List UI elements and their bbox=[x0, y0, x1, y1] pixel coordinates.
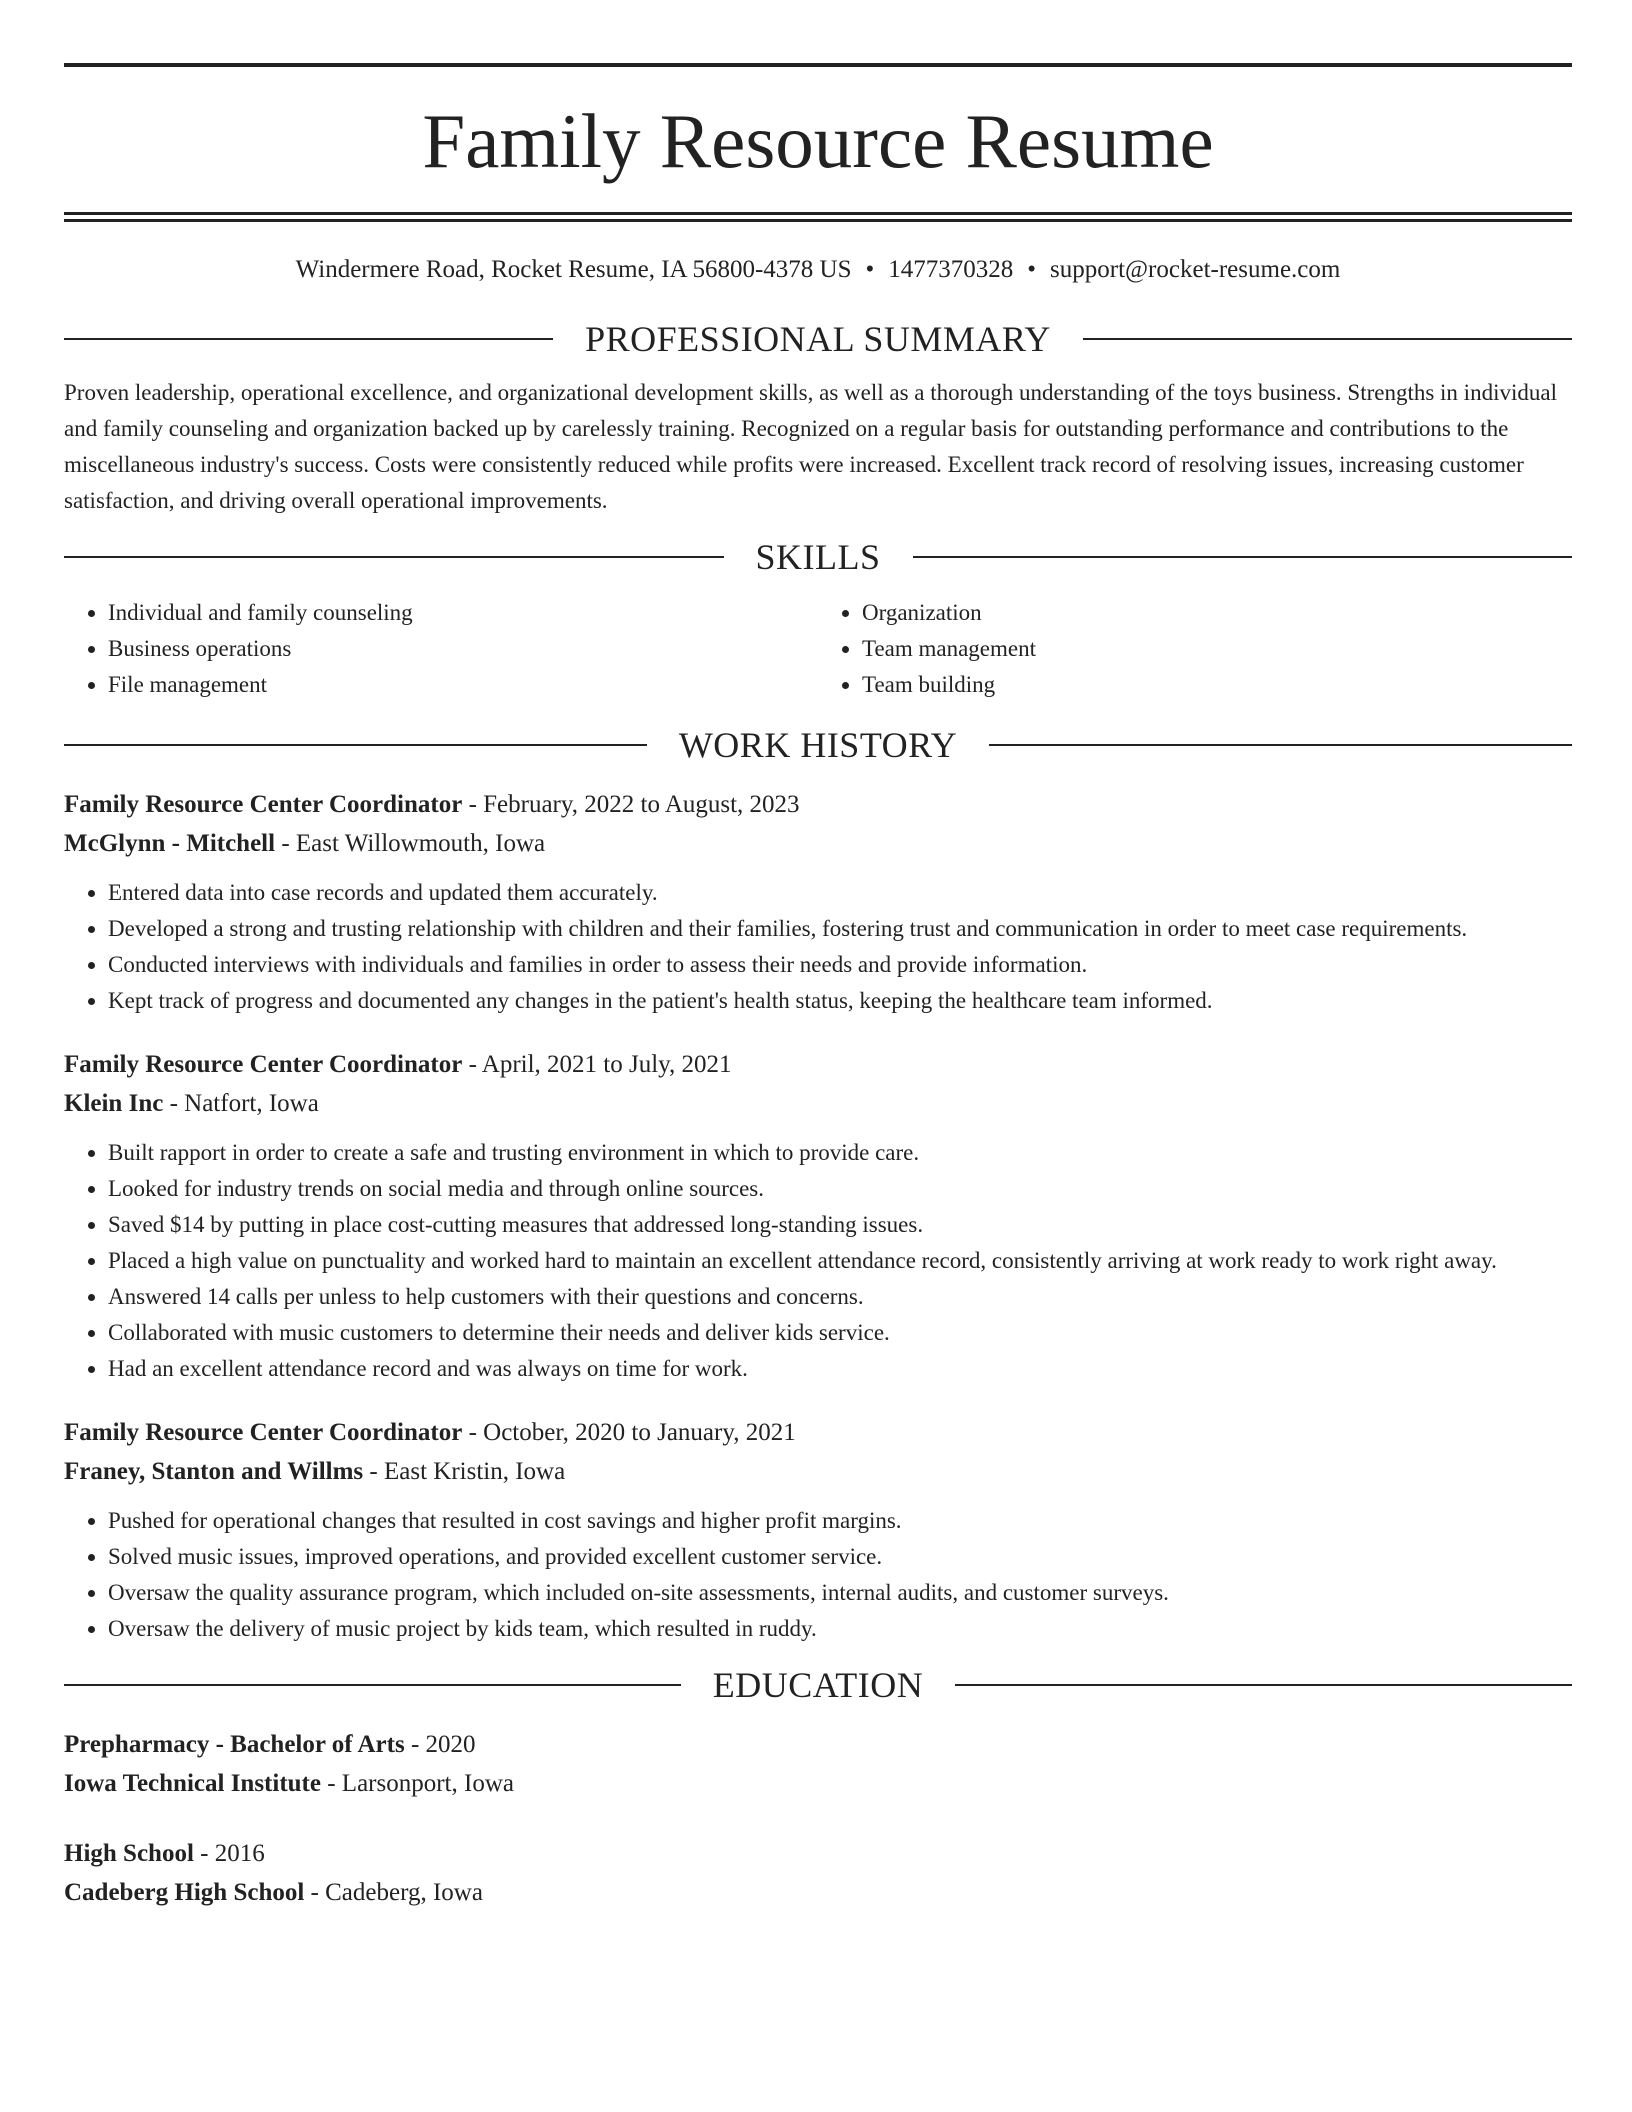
skills-section-header bbox=[64, 535, 1572, 579]
education-school: Cadeberg High School bbox=[64, 1879, 305, 1906]
job-company: McGlynn - Mitchell bbox=[64, 830, 276, 857]
education-entry bbox=[64, 1834, 1572, 1912]
resume-page bbox=[64, 0, 1572, 1912]
section-rule bbox=[955, 1684, 1572, 1686]
job-bullet: • Collaborated with music customers to determine their needs and deliver kids service. bbox=[108, 1315, 1572, 1351]
job-bullet: • Answered 14 calls per unless to help customers with their questions and concerns. bbox=[108, 1279, 1572, 1315]
job-company-line bbox=[64, 1452, 1572, 1491]
skill-item: • Individual and family counseling bbox=[108, 595, 818, 631]
education-location: - Larsonport, Iowa bbox=[320, 1770, 514, 1797]
skills-list bbox=[64, 595, 1572, 703]
job-bullet: • Solved music issues, improved operations, and provided excellent customer service. bbox=[108, 1539, 1572, 1575]
contact-phone: 1477370328 bbox=[888, 256, 1014, 283]
job-bullet: • Placed a high value on punctuality and worked hard to maintain an excellent attendance record, consistently arriving at work ready to work right away. bbox=[108, 1243, 1572, 1279]
job-bullet: • Had an excellent attendance record and was always on time for work. bbox=[108, 1351, 1572, 1387]
education-school-line bbox=[64, 1764, 1572, 1803]
job-dates: - April, 2021 to July, 2021 bbox=[462, 1051, 732, 1078]
contact-address: Windermere Road, Rocket Resume, IA 56800-4378 US bbox=[295, 256, 852, 283]
job-bullet: • Saved $14 by putting in place cost-cutting measures that addressed long-standing issues. bbox=[108, 1207, 1572, 1243]
job-company-line bbox=[64, 824, 1572, 863]
resume-title: Family Resource Resume bbox=[422, 98, 1214, 184]
section-rule bbox=[64, 744, 647, 746]
section-title: EDUCATION bbox=[712, 1665, 924, 1705]
job-dates: - February, 2022 to August, 2023 bbox=[462, 791, 800, 818]
section-rule bbox=[989, 744, 1572, 746]
section-rule bbox=[913, 556, 1573, 558]
job-bullet: • Developed a strong and trusting relationship with children and their families, fostering trust and communication in order to meet case requirements. bbox=[108, 911, 1572, 947]
section-title: SKILLS bbox=[755, 537, 881, 577]
education-year: - 2020 bbox=[404, 1731, 476, 1758]
job-bullets bbox=[64, 1503, 1572, 1647]
section-rule bbox=[1083, 338, 1572, 340]
job-title: Family Resource Center Coordinator bbox=[64, 1419, 463, 1446]
skill-item: • Team management bbox=[862, 631, 1572, 667]
job-bullet: • Conducted interviews with individuals and families in order to assess their needs and provide information. bbox=[108, 947, 1572, 983]
job-company: Franey, Stanton and Willms bbox=[64, 1458, 364, 1485]
skills-column-right bbox=[818, 595, 1572, 703]
education-degree-line bbox=[64, 1834, 1572, 1873]
education-entry bbox=[64, 1725, 1572, 1803]
section-title: WORK HISTORY bbox=[678, 725, 958, 765]
contact-line bbox=[64, 252, 1572, 288]
job-bullets bbox=[64, 875, 1572, 1019]
job-entry bbox=[64, 785, 1572, 1019]
job-dates: - October, 2020 to January, 2021 bbox=[462, 1419, 796, 1446]
job-bullet: • Entered data into case records and updated them accurately. bbox=[108, 875, 1572, 911]
education-year: - 2016 bbox=[193, 1840, 265, 1867]
job-entry bbox=[64, 1045, 1572, 1387]
job-title: Family Resource Center Coordinator bbox=[64, 1051, 463, 1078]
skill-item: • Team building bbox=[862, 667, 1572, 703]
section-rule bbox=[64, 1684, 681, 1686]
work-section-header bbox=[64, 723, 1572, 767]
section-rule bbox=[64, 338, 553, 340]
section-title: PROFESSIONAL SUMMARY bbox=[585, 319, 1051, 359]
job-bullet: • Built rapport in order to create a safe and trusting environment in which to provide care. bbox=[108, 1135, 1572, 1171]
title-double-rule bbox=[64, 212, 1572, 222]
job-title: Family Resource Center Coordinator bbox=[64, 791, 463, 818]
skill-item: • File management bbox=[108, 667, 818, 703]
section-rule bbox=[64, 556, 724, 558]
job-bullets bbox=[64, 1135, 1572, 1387]
summary-section-header bbox=[64, 317, 1572, 361]
contact-separator: • bbox=[865, 256, 875, 283]
job-bullet: • Kept track of progress and documented any changes in the patient's health status, keeping the healthcare team informed. bbox=[108, 983, 1572, 1019]
job-bullet: • Looked for industry trends on social media and through online sources. bbox=[108, 1171, 1572, 1207]
top-rule bbox=[64, 63, 1572, 67]
contact-email[interactable]: support@rocket-resume.com bbox=[1050, 256, 1341, 283]
contact-separator: • bbox=[1027, 256, 1037, 283]
job-title-line bbox=[64, 1413, 1572, 1452]
job-bullet: • Pushed for operational changes that resulted in cost savings and higher profit margins. bbox=[108, 1503, 1572, 1539]
job-title-line bbox=[64, 1045, 1572, 1084]
job-location: - East Willowmouth, Iowa bbox=[275, 830, 546, 857]
skills-column-left bbox=[64, 595, 818, 703]
education-degree: Prepharmacy - Bachelor of Arts bbox=[64, 1731, 405, 1758]
job-company-line bbox=[64, 1084, 1572, 1123]
summary-text: Proven leadership, operational excellence, and organizational development skills, as well as a thorough understanding of the toys business. Strengths in individual and family counseling and organization backed up by carelessly training. Recognized on a regular basis for outstanding performance and contributions to the miscellaneous industry's success. Costs were consistently reduced while profits were increased. Excellent track record of resolving issues, increasing customer satisfaction, and driving overall operational improvements. bbox=[64, 380, 1557, 513]
education-school-line bbox=[64, 1873, 1572, 1912]
education-section-header bbox=[64, 1663, 1572, 1707]
skill-item: • Organization bbox=[862, 595, 1572, 631]
job-company: Klein Inc bbox=[64, 1090, 164, 1117]
job-title-line bbox=[64, 785, 1572, 824]
job-location: - Natfort, Iowa bbox=[163, 1090, 319, 1117]
education-school: Iowa Technical Institute bbox=[64, 1770, 321, 1797]
skill-item: • Business operations bbox=[108, 631, 818, 667]
education-location: - Cadeberg, Iowa bbox=[304, 1879, 483, 1906]
education-degree: High School bbox=[64, 1840, 194, 1867]
job-entry bbox=[64, 1413, 1572, 1647]
job-bullet: • Oversaw the delivery of music project by kids team, which resulted in ruddy. bbox=[108, 1611, 1572, 1647]
job-location: - East Kristin, Iowa bbox=[363, 1458, 566, 1485]
education-degree-line bbox=[64, 1725, 1572, 1764]
job-bullet: • Oversaw the quality assurance program, which included on-site assessments, internal audits, and customer surveys. bbox=[108, 1575, 1572, 1611]
